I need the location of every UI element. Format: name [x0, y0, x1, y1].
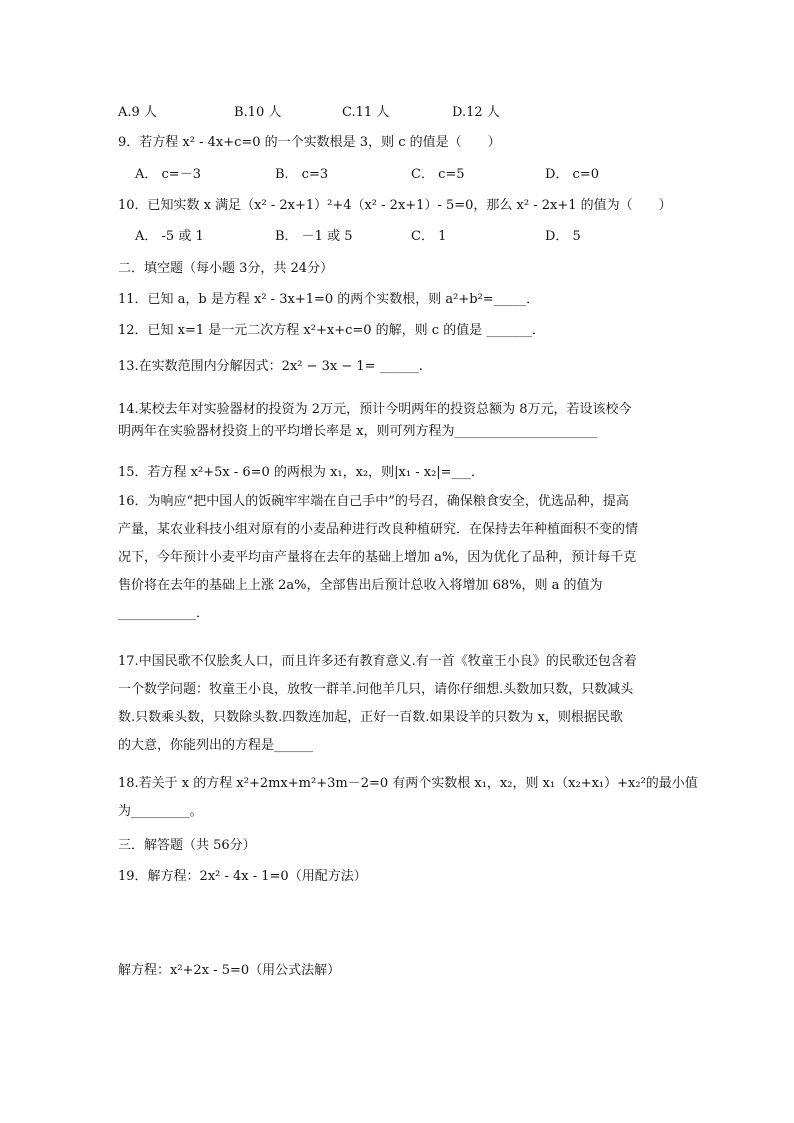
section-3-title: 三．解答题（共 56分） — [118, 838, 256, 853]
q16-line-2: 产量，某农业科技小组对原有的小麦品种进行改良种植研究．在保持去年种植面积不变的情 — [118, 522, 639, 537]
q10-option-d: D． 5 — [545, 229, 581, 244]
q14-line-1: 14.某校去年对实验器材的投资为 2万元，预计今明两年的投资总额为 8万元，若设该校今 — [118, 402, 632, 417]
q17-text — [118, 648, 678, 760]
q10-option-a: A． -5 或 1 — [135, 229, 204, 244]
q17-line-2: 一个数学问题：牧童王小良，放牧一群羊.问他羊几只，请你仔细想.头数加只数，只数减头 — [118, 682, 634, 697]
q10-option-c: C． 1 — [411, 229, 447, 244]
q11-text: 11．已知 a，b 是方程 x² - 3x+1=0 的两个实数根，则 a²+b²=_____． — [118, 292, 540, 307]
q17-line-4: 的大意，你能列出的方程是______ — [118, 738, 314, 753]
q18-line-1: 18.若关于 x 的方程 x²+2mx+m²+3m－2=0 有两个实数根 x₁，x₂，则 x₁（x₂+x₁）+x₂²的最小值 — [118, 776, 698, 791]
q10-stem: 10．已知实数 x 满足（x² - 2x+1）²+4（x² - 2x+1）- 5=0，那么 x² - 2x+1 的值为（ ） — [118, 198, 672, 213]
q17-line-3: 数.只数乘头数，只数除头数.四数连加起，正好一百数.如果设羊的只数为 x，则根据民歌 — [118, 710, 623, 725]
q16-line-4: 售价将在去年的基础上上涨 2a%，全部售出后预计总收入将增加 68%，则 a 的值为 — [118, 578, 603, 593]
q14-line-2: 明两年在实验器材投资上的平均增长率是 x，则可列方程为______________________ — [118, 424, 598, 439]
q8-option-a: A.9 人 — [118, 105, 157, 120]
q9-option-c: C． c=5 — [411, 167, 465, 182]
q9-option-d: D． c=0 — [545, 167, 599, 182]
q18-text — [118, 770, 698, 826]
q9-option-a: A． c=－3 — [135, 167, 201, 182]
q15-text: 15．若方程 x²+5x - 6=0 的两根为 x₁，x₂，则|x₁ - x₂|=___． — [118, 465, 485, 480]
q8-option-b: B.10 人 — [234, 105, 282, 120]
q18-line-2: 为_________。 — [118, 804, 203, 819]
q13-text: 13.在实数范围内分解因式：2x² − 3x − 1= ______. — [118, 359, 423, 374]
q8-option-d: D.12 人 — [452, 105, 500, 120]
q16-text — [118, 488, 678, 628]
q9-option-b: B． c=3 — [275, 167, 329, 182]
q16-line-1: 16．为响应“把中国人的饭碗牢牢端在自己手中”的号召，确保粮食安全，优选品种，提高 — [118, 494, 629, 509]
q16-line-3: 况下，今年预计小麦平均亩产量将在去年的基础上增加 a%，因为优化了品种，预计每千克 — [118, 550, 637, 565]
q10-option-b: B． －1 或 5 — [275, 229, 353, 244]
q16-line-5: ____________． — [118, 606, 210, 621]
q12-text: 12．已知 x=1 是一元二次方程 x²+x+c=0 的解，则 c 的值是 _______． — [118, 323, 545, 338]
q14-text — [118, 399, 678, 443]
q19-text: 19．解方程：2x² - 4x - 1=0（用配方法） — [118, 869, 367, 884]
q19b-text: 解方程：x²+2x - 5=0（用公式法解） — [118, 963, 341, 978]
q8-option-c: C.11 人 — [342, 105, 390, 120]
q9-stem: 9．若方程 x² - 4x+c=0 的一个实数根是 3，则 c 的值是（ ） — [118, 135, 501, 150]
section-2-title: 二．填空题（每小题 3分，共 24分） — [118, 261, 334, 276]
q17-line-1: 17.中国民歌不仅脍炙人口，而且许多还有教育意义.有一首《牧童王小良》的民歌还包含着 — [118, 654, 637, 669]
